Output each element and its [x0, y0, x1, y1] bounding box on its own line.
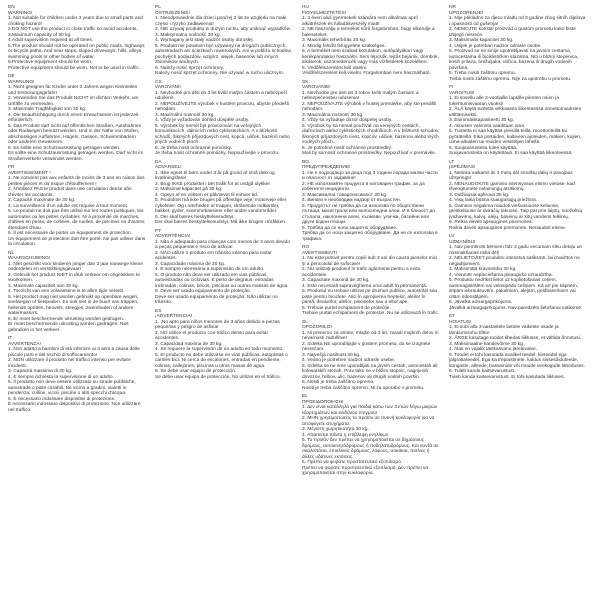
- warning-item: 1. Non adatto a bambini di età inferiore ai 3 anni a causa delle piccole parti e del rischio di soffocamento!: [8, 347, 140, 358]
- warning-note: Tuleb kanda kaitsevarustust. Ei tohi kasutada liikluses.: [449, 374, 565, 380]
- warning-note: Deve ser usado equipamento de proteção. Não utilizar no trânsito.: [155, 294, 278, 305]
- warning-section-da: [155, 160, 293, 226]
- warning-heading: HOIATUS!: [449, 319, 472, 325]
- warning-item: 1. Netinka vaikams iki 3 metų dėl smulkių dalių ir pavojaus užspringti!: [449, 170, 573, 181]
- warning-note: Je třeba nosit ochranné pomůcky. Nepoužívejte v provozu.: [155, 151, 280, 156]
- warning-item: 2. NÃO utilize o produto em trânsito intenso para evitar acidentes.: [155, 250, 272, 261]
- warning-item: 2.DO NOT use the product in close traffic so avoid accidents.: [8, 27, 138, 32]
- warning-section-es: [155, 309, 293, 381]
- warning-note: Er moet beschermende uitrusting worden gedragen. Niet gebruiken in het verkeer.: [8, 322, 129, 333]
- warning-heading: UZMANĪBU!: [449, 239, 476, 245]
- language-code: HU: [302, 5, 309, 10]
- warning-heading: ADVARSEL!: [155, 165, 182, 170]
- language-code: HR: [449, 5, 456, 10]
- warning-item: 2. NEPOUŽÍVAJTE výrobok v hustej premávke, aby ste predišli nehodám.: [302, 101, 437, 112]
- warning-item: 5. Das Produkt darf nicht auf öffentlichen Straßen, Autobahnen oder Radwegen benutzt werden. Und in der Nähe von Stufen, abschüssigen Auffahrten, Hügeln, Gassen, Schwimmbädern oder anderen Gewässern.: [8, 123, 142, 145]
- warning-item: 6. È necessario indossare dispositivi di protezione.: [8, 396, 116, 402]
- warning-item: 5. Il prodotto non deve essere utilizzato su strade pubbliche, autostrade o piste ciclabili. Né vicino a gradini, vialetti in pendenza, colline, vicoli, piscine o altri specchi d'acqua.: [8, 380, 136, 396]
- language-code: EN: [8, 5, 15, 10]
- warning-item: 6. Védőfelszerelést kell viselni.: [302, 65, 368, 71]
- warning-heading: ¡ADVERTENCIA!: [155, 314, 192, 319]
- warning-item: 1. Δεν είναι κατάλληλο για παιδιά κάτω των 3 ετών λόγω μικρών εξαρτημάτων και κινδύνου πνιγμού!: [302, 405, 438, 416]
- warning-note: Se debe usar equipo de protección. No utilizar en el tráfico.: [155, 374, 281, 380]
- language-code: LV: [449, 234, 455, 239]
- warning-heading: ПРЕДУПРЕЖДЕНИЕ!: [302, 165, 351, 170]
- warning-item: 6. Il est nécessaire de porter un équipement de protection.: [8, 231, 132, 236]
- warning-item: 3.Maximum capacity of 30 kg.: [8, 32, 72, 38]
- warning-item: 1. Nevhodné pro děti do 3 let kvůli malým částem a nebezpečí udušení!: [155, 90, 288, 101]
- warning-item: 3. Максимална товароносимост 30 kg.: [302, 192, 388, 198]
- language-code: DE: [8, 74, 15, 79]
- warning-item: 5. Gaminio negalima naudoti viešuosiuose keliuose, greitkeliuose ar dviračių takuose. Taip pat prie laiptų, nuožulnių įvažiavimų, kalvų, alėjų, baseinų ar kitų vandens telkinių.: [449, 203, 583, 220]
- warning-item: 4. Wymagany jest stały nadzór osoby dorosłej.: [155, 38, 254, 43]
- warning-section-it: [8, 336, 146, 413]
- warning-item: 2. NU utilizați produsul în trafic aglomerat pentru a evita accidentele.: [302, 267, 421, 278]
- warning-section-ro: [302, 245, 440, 317]
- warning-item: 5. Izdelka se ne sme uporabljati na javnih cestah, avtocestah ali kolesarskih stezah. Prav tako ne v bližini stopnic, nagnjenih dovozov, hribov, ulic, bazenov ali drugih vodnih površin.: [302, 363, 438, 380]
- warning-item: 4. È sempre richiesta la supervisione di un adulto.: [8, 374, 114, 380]
- language-code: ES: [155, 308, 162, 314]
- warning-item: 5. Toodet ei tohi kasutada avalikel teedel, kiirteedel ega jalgrattateedel. Ega ka trepiastmete, kaldus sissesõiduteede, küngaste, alleede, basseinide või muude veekogude läheduses.: [449, 352, 586, 369]
- warning-heading: OPOZORILO!: [302, 325, 332, 330]
- warning-item: 4. Vienmēr nepieciešama pieaugušo uzraudzība.: [449, 272, 553, 278]
- warning-item: 2. NELIETOJIET produktu intensīvā satiksmē, lai izvairītos no negadījumiem.: [449, 256, 580, 267]
- warning-section-lv: [449, 234, 587, 311]
- language-code: CS: [155, 79, 162, 85]
- warning-section-sk: [302, 80, 440, 157]
- warning-item: 1. Не е подходящо за деца под 3 години поради малки части и опасност от задавяне!: [302, 170, 438, 181]
- warning-heading: ΠΡΟΕΙΔΟΠΟΙΗΣΗ!: [302, 399, 344, 405]
- warning-item: 2. Verwenden Sie das Produkt NICHT im dichten Verkehr, um Unfälle zu vermeiden.: [8, 96, 139, 107]
- language-code: SK: [302, 79, 309, 85]
- warning-item: 4. Die Beaufsichtigung durch einen Erwachsenen ist jederzeit erforderlich.: [8, 112, 139, 123]
- warning-item: 2. NIE używaj produktu w dużym ruchu, aby uniknąć wypadków.: [155, 27, 291, 32]
- language-code: IT: [8, 336, 13, 341]
- warning-heading: ĮSPĖJIMAS!: [449, 165, 476, 170]
- warning-item: 1. 3 éven aluli gyermekek számára nem alkalmas apró alkatrészek és fulladásveszély miatt!: [302, 16, 418, 27]
- language-code: ET: [449, 314, 456, 319]
- warning-item: 2. ÄRGE kasutage toodet tihedas liikluses, et vältida õnnetusi.: [449, 336, 581, 341]
- warning-item: 6. Trebuie purtat echipament de protecție.: [302, 305, 391, 311]
- warning-item: 3. Capacidad máxima de 30 kg.: [155, 341, 223, 347]
- warning-item: 6. Er moet beschermende uitrusting worden gedragen.: [8, 316, 124, 322]
- warning-heading: WAARSCHUWING!: [8, 256, 51, 261]
- warning-section-en: [8, 5, 146, 71]
- warning-column-2: [155, 5, 293, 380]
- language-code: BG: [302, 159, 309, 165]
- warning-item: 3. Maximální nosnost 30 kg.: [155, 112, 215, 118]
- warning-item: 6. Nositi je treba zaščitno opremo.: [302, 380, 375, 385]
- warning-item: 4. Toezicht van een volwassene is te allen tijde vereist.: [8, 289, 125, 294]
- warning-section-fi: [449, 85, 587, 157]
- warning-section-et: [449, 314, 587, 380]
- warning-item: 5. Produkt nie powinien być używany na drogach publicznych, autostradach ani ścieżkach rowerowych. Ani w pobliżu schodów, pochyłych podjazdów, wzgórz, alejek, basenów lub innych zbiorników wodnych.: [155, 43, 292, 65]
- warning-item: 2. Gebruik het product NIET in druk verkeer om ongelukken te voorkomen.: [8, 272, 140, 283]
- warning-item: 4. Alati on vajalik täiskasvanu järelevalve.: [449, 347, 537, 352]
- warning-item: 5. Produktet må ikke bruges på offentlige veje, motorveje eller cykelstier. Og i nærheden af trapper, skrånende indkørsler, bakker, gyder, svømmebassiner eller andre vandområder.: [155, 198, 287, 214]
- warning-item: 5. A terméket nem szabad közutakon, autópályákon vagy kerékpárutakon használni. Sem lépcsők, lejtős bejárók, dombok, sikátorok, úszómedencék vagy más vízfelületek közelében.: [302, 49, 439, 65]
- warning-item: 1. Nije prikladno za djecu mlađu od 3 godine zbog sitnih dijelova i opasnosti od gušenja!: [449, 16, 586, 27]
- warning-item: 6.Protective equipment should be worn.: [8, 60, 93, 65]
- warning-item: 4. Vždy sa vyžaduje dozor dospelej osoby.: [302, 118, 393, 123]
- warning-item: 5. Το προϊόν δεν πρέπει να χρησιμοποιείται σε δημόσιους δρόμους, αυτοκινητόδρομους ή ποδηλατοδρόμους. Και κοντά σε σκαλοπάτια, επικλινείς δρόμους, λόφους, σοκάκια, πισίνες ή άλλες υδάτινες εκτάσεις.: [302, 438, 439, 460]
- warning-item: 3. Maksimal kapacitet på 30 kg.: [155, 187, 223, 192]
- warning-section-bg: [302, 160, 440, 243]
- warning-item: 4. É sempre necessária a supervisão de um adulto.: [155, 267, 265, 272]
- language-code: LT: [449, 159, 455, 165]
- warning-item: 1. Ei sovellu alle 3-vuotiaille lapsille pienten osien ja tukehtumisvaaran vuoksi!: [449, 96, 559, 107]
- warning-section-de: [8, 74, 146, 162]
- warning-item: 5. Продуктът не трябва да се използва по обществени пътища, магистрали или велосипедни алеи. И в близост до стъпала, наклонени алеи, хълмове, улички, басейни или други водни площи.: [302, 203, 435, 225]
- warning-item: 2. NO utilice el producto con tráfico denso para evitar accidentes.: [155, 330, 269, 341]
- warning-note: Un équipement de protection doit être porté. Ne pas utiliser dans la circulation.: [8, 236, 146, 247]
- warning-item: 3. Maksymalna nośność 30 kg.: [155, 32, 221, 38]
- warning-column-1: [8, 5, 146, 413]
- warning-item: 2. ÄLÄ käytä tuotetta vilkkaassa liikenteessä onnettomuuksien välttämiseksi.: [449, 107, 582, 118]
- warning-item: 3. Capacità massima di 30 kg.: [8, 369, 73, 374]
- warning-item: 5. El producto no debe utilizarse en vías públicas, autopistas o carriles bici. Ni cerca de escalones, entradas en pendiente, colinas, callejones, piscinas u otras masas de agua.: [155, 352, 288, 369]
- warning-item: 4. Se requiere la supervisión de un adulto en todo momento.: [155, 347, 284, 352]
- warning-item: 6. Der skal bæres beskyttelsesudstyr.: [155, 214, 235, 220]
- warning-note: Der skal bæres beskyttelsesudstyr. Må ikke bruges i trafikken.: [155, 220, 287, 225]
- language-code: RO: [302, 245, 310, 250]
- warning-item: 1. Not suitable for children under 3 years due to small parts and choking hazard!: [8, 16, 143, 27]
- warning-heading: AVERTISSEMENT !: [8, 170, 51, 176]
- warning-item: 6. Se debe usar equipo de protección.: [155, 369, 237, 374]
- warning-item: 6. Reikia dėvėti apsaugines priemones.: [449, 220, 533, 225]
- warning-heading: AVVERTENZA!: [8, 341, 41, 347]
- warning-item: 1. Ikke egnet til børn under 3 år på grund af små dele og kvælningsfare!: [155, 170, 275, 181]
- warning-section-hu: [302, 5, 440, 77]
- warning-item: 3. Capacitate maximă de 30 kg.: [302, 278, 370, 283]
- warning-item: 1. Nieodpowiednie dla dzieci poniżej 3 lat ze względu na małe części i ryzyko zadławienia!: [155, 16, 287, 27]
- warning-item: 3. Enimmäiskapasiteetti 30 kg.: [449, 118, 515, 123]
- warning-item: 3. Maximálna nosnosť 30 kg.: [302, 112, 364, 118]
- language-code: PT: [155, 228, 162, 234]
- warning-heading: WARNUNG!: [8, 79, 35, 85]
- warning-heading: VAROVÁNÍ!: [155, 85, 181, 90]
- warning-item: 1. Niet geschikt voor kinderen jonger dan 3 jaar vanwege kleine onderdelen en verstikkingsgevaar!: [8, 261, 143, 272]
- warning-item: 6. Трябва да се носи защитно оборудване.: [302, 225, 398, 231]
- warning-note: Es sollte eine Schutzausrüstung getragen werden. Darf nicht im Straßenverkehr verwendet werden.: [8, 151, 144, 162]
- language-code: EL: [302, 394, 308, 399]
- warning-item: 5. Výrobok by sa nemal používať na verejných cestách, diaľniciach alebo cyklistických chodníkoch. A v blízkosti schodov, šikmých príjazdových ciest, kopcov, uličiek, bazénov alebo iných vodných plôch.: [302, 123, 440, 145]
- warning-item: 2. NE használja a terméket sűrű forgalomban, hogy elkerülje a baleseteket.: [302, 27, 435, 38]
- warning-note: Protective equipment should be worn. Not to be used in traffic.: [8, 65, 141, 71]
- warning-column-4: [449, 5, 587, 380]
- warning-section-cs: [155, 80, 293, 157]
- warning-heading: OSTRZEŻENIE!: [155, 10, 190, 16]
- language-code: DA: [155, 159, 162, 165]
- warning-item: 4. Opsyn af en voksen er påkrævet til enhver tid.: [155, 192, 259, 198]
- warning-item: 3. Maksimālā kravnesība 30 kg.: [449, 267, 517, 272]
- warning-section-sl: [302, 320, 440, 392]
- warning-note: Należy nosić sprzęt ochronny. Nie używać w ruchu ulicznym.: [155, 71, 284, 76]
- warning-item: 6. Je třeba nosit ochranné pomůcky.: [155, 145, 232, 151]
- warning-item: 2. НЕ използвайте продукта в натоварен трафик, за да избегнете инциденти.: [302, 181, 425, 192]
- warning-item: 2. NON utilizzare il prodotto nel traffico intenso per evitare incidenti.: [8, 358, 131, 369]
- warning-item: 2. NEMOJTE koristiti proizvod u gustom prometu kako biste izbjegli nesreće.: [449, 27, 576, 38]
- warning-item: 4. Vždy je vyžadován dohled dospělé osoby.: [155, 118, 250, 123]
- warning-item: 4. Απαιτείται πάντα η επίβλεψη ενηλίκων.: [302, 432, 390, 438]
- warning-item: 5. Proizvod se ne smije upotrebljavati na javnim cestama, autocestama ili biciklističkim stazama. Niti u blizini stepenica, kosih prilaza, brežuljaka, uličica, bazena ili drugih vodenih površina.: [449, 49, 579, 71]
- warning-heading: FIGYELMEZTETÉS!: [302, 10, 346, 16]
- warning-note: Mali by sa nosiť ochranné prostriedky. Nepoužívať v premávke.: [302, 151, 437, 156]
- warning-note: Трябва да се носи защитно оборудване. Да не се използва в трафика.: [302, 231, 438, 242]
- warning-column-3: [302, 5, 440, 477]
- warning-item: 4. La surveillance d'un adulte est requise à tout moment.: [8, 203, 129, 209]
- warning-item: 6. Deve ser usado equipamento de proteção.: [155, 289, 252, 294]
- warning-item: 1. Ni primerno za otroke, mlajše od 3 let, zaradi majhnih delov in nevarnosti zadušitve!: [302, 330, 439, 341]
- warning-item: 3. Maximális teherbírás 30 kg.: [302, 38, 366, 43]
- warning-item: 6. Es sollte eine Schutzausrüstung getragen werden.: [8, 145, 121, 151]
- warning-item: 5. Produsul nu trebuie utilizat pe drumuri publice, autostrăzi sau piste pentru biciclete. Nici în apropierea treptelor, aleilor în pantă, dealurilor, aleilor, piscinelor sau a altor ape.: [302, 289, 438, 305]
- warning-item: 3. Capacité maximale de 30 kg.: [8, 198, 76, 203]
- warning-item: 6. Suojavarusteita tulee käyttää.: [449, 145, 518, 151]
- warning-item: 6. Jāvalkā aizsargaprīkojums.: [449, 300, 513, 305]
- warning-item: 4.Adult supervision required at all times.: [8, 38, 94, 43]
- warning-section-pt: [155, 229, 293, 306]
- warning-item: 4. Aikuisen valvonta vaaditaan aina.: [449, 123, 526, 129]
- warning-note: Trebuie purtat echipament de protecție. Nu se utilizează în trafic.: [302, 311, 440, 316]
- warning-item: 1. Nu este potrivit pentru copiii sub 3 ani din cauza pieselor mici și a pericolului de sufocare!: [302, 256, 438, 267]
- warning-item: 4. Mindig felnőtt felügyelete szükséges.: [302, 43, 386, 49]
- warning-item: 2. N'utilisez PAS le produit dans une circulation dense afin d'éviter les accidents.: [8, 187, 132, 198]
- warning-heading: VAROITUS!: [449, 90, 475, 96]
- warning-item: 1. Nav piemērots bērniem līdz 3 gadu vecumam sīku detaļu un nosmakšanas riska dēļ!: [449, 245, 583, 256]
- warning-item: 3. Maximale Tragfähigkeit von 30 kg.: [8, 107, 87, 112]
- warning-item: 4. Uvijek je potreban nadzor odrasle osobe.: [449, 43, 542, 49]
- warning-item: 5. Produktu nedrīkst lietot uz koplietošanas ceļiem, automaģistrālēm vai velosipēdu celiņiem. Kā arī pie kāpnēm, slīpām iebrauktuvēm, pakalniem, alejām, peldbaseiniem vai citām ūdenstilpēm.: [449, 278, 579, 300]
- warning-item: 3. Največja nosilnost 30 kg.: [302, 352, 361, 358]
- warning-item: 1. Ne convient pas aux enfants de moins de 3 ans en raison des petites pièces et du risque d'étouffement !: [8, 176, 145, 187]
- warning-item: 1. Nevhodné pre deti do 3 rokov kvôli malým častiam a nebezpečenstvu udusenia!: [302, 90, 419, 101]
- warning-item: 1. Ei sobi alla 3-aastastele lastele väikeste osade ja lämbumisohu tõttu!: [449, 325, 559, 336]
- warning-item: 5. Výrobek by neměl být provozován na veřejných komunikacích, dálnicích nebo cyklostezkách. A v blízkosti schodů, šikmých příjezdových cest, kopců, uliček, bazénů nebo jiných vodních ploch.: [155, 123, 290, 145]
- warning-item: 5. Het product mag niet worden gebruikt op openbare wegen, snelwegen of fietspaden. En ook niet in de buurt van trappen, hellende opritten, heuvels, steegjes, zwembaden of andere watermassa's.: [8, 294, 139, 316]
- warning-item: 5. O produto não deve ser utilizado em vias públicas, autoestradas ou ciclovias. E perto de degraus, entradas inclinadas, colinas, becos, piscinas ou outras massas de água.: [155, 272, 289, 289]
- warning-note: Jāvalkā aizsargaprīkojums. Nav paredzēts lietošanai satiksmē.: [449, 305, 583, 311]
- language-code: FI: [449, 85, 454, 90]
- warning-item: 4. Винаги е необходим надзор от възрастен.: [302, 198, 402, 203]
- language-code: NL: [8, 250, 15, 256]
- warning-note: Reikia dėvėti apsaugines priemones. Nenaudoti eisme.: [449, 225, 567, 231]
- warning-heading: ADVERTÊNCIA!: [155, 234, 191, 239]
- warning-item: 6. Je potrebné nosiť ochranné prostriedky.: [302, 145, 392, 151]
- warning-section-pl: [155, 5, 293, 77]
- warning-item: 2. ΜΗΝ χρησιμοποιείτε το προϊόν σε πυκνή κυκλοφορία για να αποφύγετε ατυχήματα.: [302, 416, 435, 427]
- warning-note: Treba nositi zaštitnu opremu. Nije za upotrebu u prometu.: [449, 76, 572, 82]
- warning-note: Πρέπει να φοράτε προστατευτικό εξοπλισμό. Δεν πρέπει να χρησιμοποιείται στην κυκλοφορία.: [302, 465, 429, 476]
- language-code: PL: [155, 5, 161, 10]
- warning-section-el: [302, 394, 440, 477]
- warning-note: Nositi je treba zaščitno opremo. Ni za uporabo v prometu.: [302, 385, 425, 391]
- language-code: SL: [302, 319, 308, 325]
- warning-item: 1. Não é adequado para crianças com menos de 3 anos devido a peças pequenas e risco de asfixia!: [155, 239, 290, 250]
- warning-item: 4. Este necesară supravegherea unui adult în permanență.: [302, 283, 428, 289]
- warning-item: 2. Brug IKKE produktet i tæt trafik for at undgå ulykker.: [155, 181, 271, 187]
- warning-item: 6. Należy nosić sprzęt ochronny.: [155, 65, 224, 71]
- warning-item: 3. Μέγιστη χωρητικότητα 30 kg.: [302, 427, 369, 432]
- warning-note: Védőfelszerelést kell viselni. Forgalomban nem használható.: [302, 71, 431, 76]
- warning-section-nl: [8, 251, 146, 334]
- warning-section-fr: [8, 165, 146, 248]
- warning-heading: UPOZORENJE!: [449, 10, 484, 16]
- warning-heading: VAROVANIE!: [302, 85, 331, 90]
- warning-item: 3. Didžiausia apkrova 30 kg.: [449, 192, 510, 198]
- warning-item: 6. Treba nositi zaštitnu opremu.: [449, 71, 516, 76]
- warning-item: 5. Le produit ne doit pas être utilisé sur les routes publiques, les autoroutes ou les pistes cyclables. Ni à proximité de marches, d'allées en pente, de collines, de ruelles, de piscines ou d'autres étendues d'eau.: [8, 209, 145, 231]
- warning-item: 3. Maximale capaciteit van 30 kg.: [8, 283, 79, 289]
- warning-note: È necessario indossare dispositivi di protezione. Non utilizzare nel traffico.: [8, 402, 141, 413]
- warning-item: 3. Maksimaalne kandevõime 30 kg.: [449, 341, 525, 347]
- warning-section-hr: [449, 5, 587, 82]
- warning-item: 4. Vedno je potreben nadzor odrasle osebe.: [302, 358, 396, 363]
- warning-note: Suojavarusteita on käytettävä. Ei saa käyttää liikenteessä.: [449, 151, 573, 156]
- warning-item: 5. Tuotetta ei saa käyttää yleisillä teillä, moottoriteillä tai pyöräteillä. Eikä portaiden, kaltevien ajoteiden, mäkien, kujien, uima-altaiden tai muiden vesistöjen lähellä.: [449, 129, 582, 145]
- warning-section-lt: [449, 160, 587, 232]
- warning-item: 4. Visą laiką būtina suaugusiųjų priežiūra.: [449, 198, 538, 203]
- language-code: FR: [8, 165, 15, 170]
- warning-item: 3. Capacidade máxima de 30 kg.: [155, 261, 226, 267]
- warning-item: 6. Πρέπει να φοράτε προστατευτικό εξοπλισμό.: [302, 460, 403, 465]
- warning-heading: AVERTISMENT!: [302, 250, 338, 256]
- warning-item: 2. NEPOUŽÍVEJTE výrobek v hustém provozu, abyste předešli nehodám.: [155, 101, 289, 112]
- warning-item: 1. ¡No apto para niños menores de 3 años debido a piezas pequeñas y peligro de asfixia!: [155, 319, 280, 330]
- warning-item: 3. Maksimalni kapacitet 30 kg.: [449, 38, 514, 43]
- warning-item: 6. Tuleb kanda kaitsevarustust.: [449, 369, 516, 374]
- warning-heading: WARNING!: [8, 10, 33, 16]
- warning-item: 2. NENAUDOKITE gaminio intensyvaus eismo vietose, kad išvengtumėte nelaimingų atsitikimų.: [449, 181, 575, 192]
- warning-item: 5.The product should not be operated on public roads, highways or bicycle paths. And near steps, sloped driveways, hills, alleys, swimming pools or other bodies of water.: [8, 43, 145, 60]
- warning-item: 2. Izdelka NE uporabljajte v gostem prometu, da se izognete nesrečam.: [302, 341, 431, 352]
- warning-item: 1. Nicht geeignet für Kinder unter 3 Jahren wegen Kleinteilen und Erstickungsgefahr!: [8, 85, 138, 96]
